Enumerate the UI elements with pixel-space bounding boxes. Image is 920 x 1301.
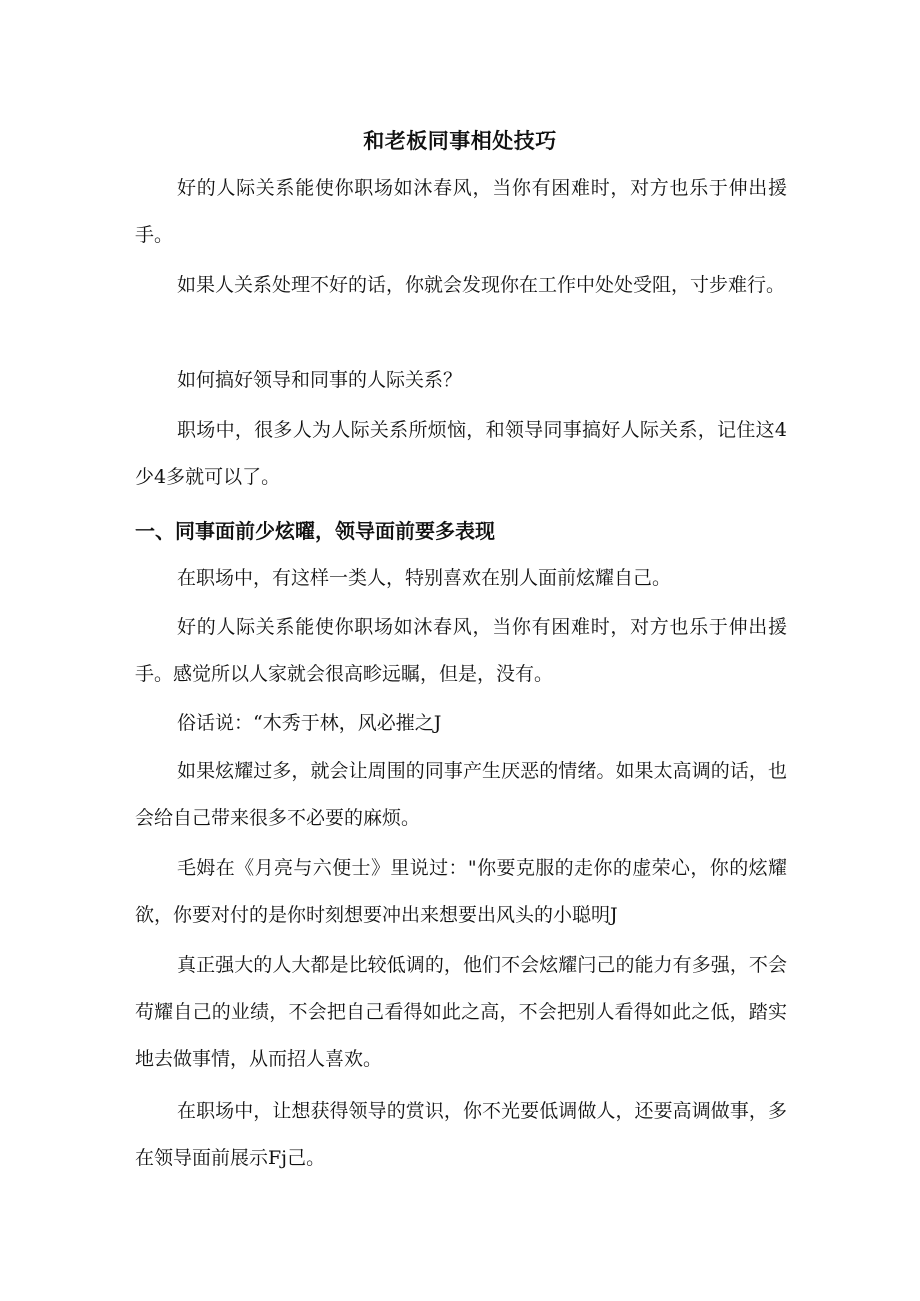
intro-paragraph-2: 如果人关系处理不好的话，你就会发现你在工作中处处受阻，寸步难行。	[177, 274, 786, 296]
intro-paragraph-4: 职场中，很多人为人际关系所烦恼，和领导同事搞好人际关系，记住这4少4多就可以了。	[135, 419, 787, 488]
section1-paragraph-3: 俗话说：“木秀于林，风必摧之J	[177, 712, 442, 734]
section1-paragraph-2: 好的人际关系能使你职场如沐春风，当你有困难时，对方也乐于伸出援手。感觉所以人家就会很高畛远瞩，但是，没有。	[135, 616, 787, 685]
intro-paragraph-3: 如何搞好领导和同事的人际关系？	[177, 369, 463, 391]
section1-paragraph-1: 在职场中，有这样一类人，特别喜欢在别人面前炫耀自己。	[177, 567, 672, 589]
intro-paragraph-1: 好的人际关系能使你职场如沐春风，当你有困难时，对方也乐于伸出援手。	[135, 177, 787, 246]
section-heading-1: 一、同事面前少炫曜，领导面前要多表现	[135, 519, 495, 543]
section1-paragraph-5: 毛姆在《月亮与六便士》里说过："你要克服的走你的虚荣心，你的炫耀欲，你要对付的是你时刻想要冲出来想要出风头的小聪明J	[135, 857, 787, 926]
document-title: 和老板同事相处技巧	[363, 129, 557, 153]
section1-paragraph-7: 在职场中，让想获得领导的赏识，你不光要低调做人，还要高调做事，多在领导面前展示Fj己。	[135, 1100, 787, 1169]
section1-paragraph-6: 真正强大的人大都是比较低调的，他们不会炫耀闩己的能力有多强，不会苟耀自己的业绩，不会把自己看得如此之高，不会把别人看得如此之低，踏实地去做事情，从而招人喜欢。	[135, 954, 787, 1070]
section1-paragraph-4: 如果炫耀过多，就会让周围的同事产生厌恶的情绪。如果太高调的话，也会给自己带来很多不必要的麻烦。	[135, 760, 787, 829]
